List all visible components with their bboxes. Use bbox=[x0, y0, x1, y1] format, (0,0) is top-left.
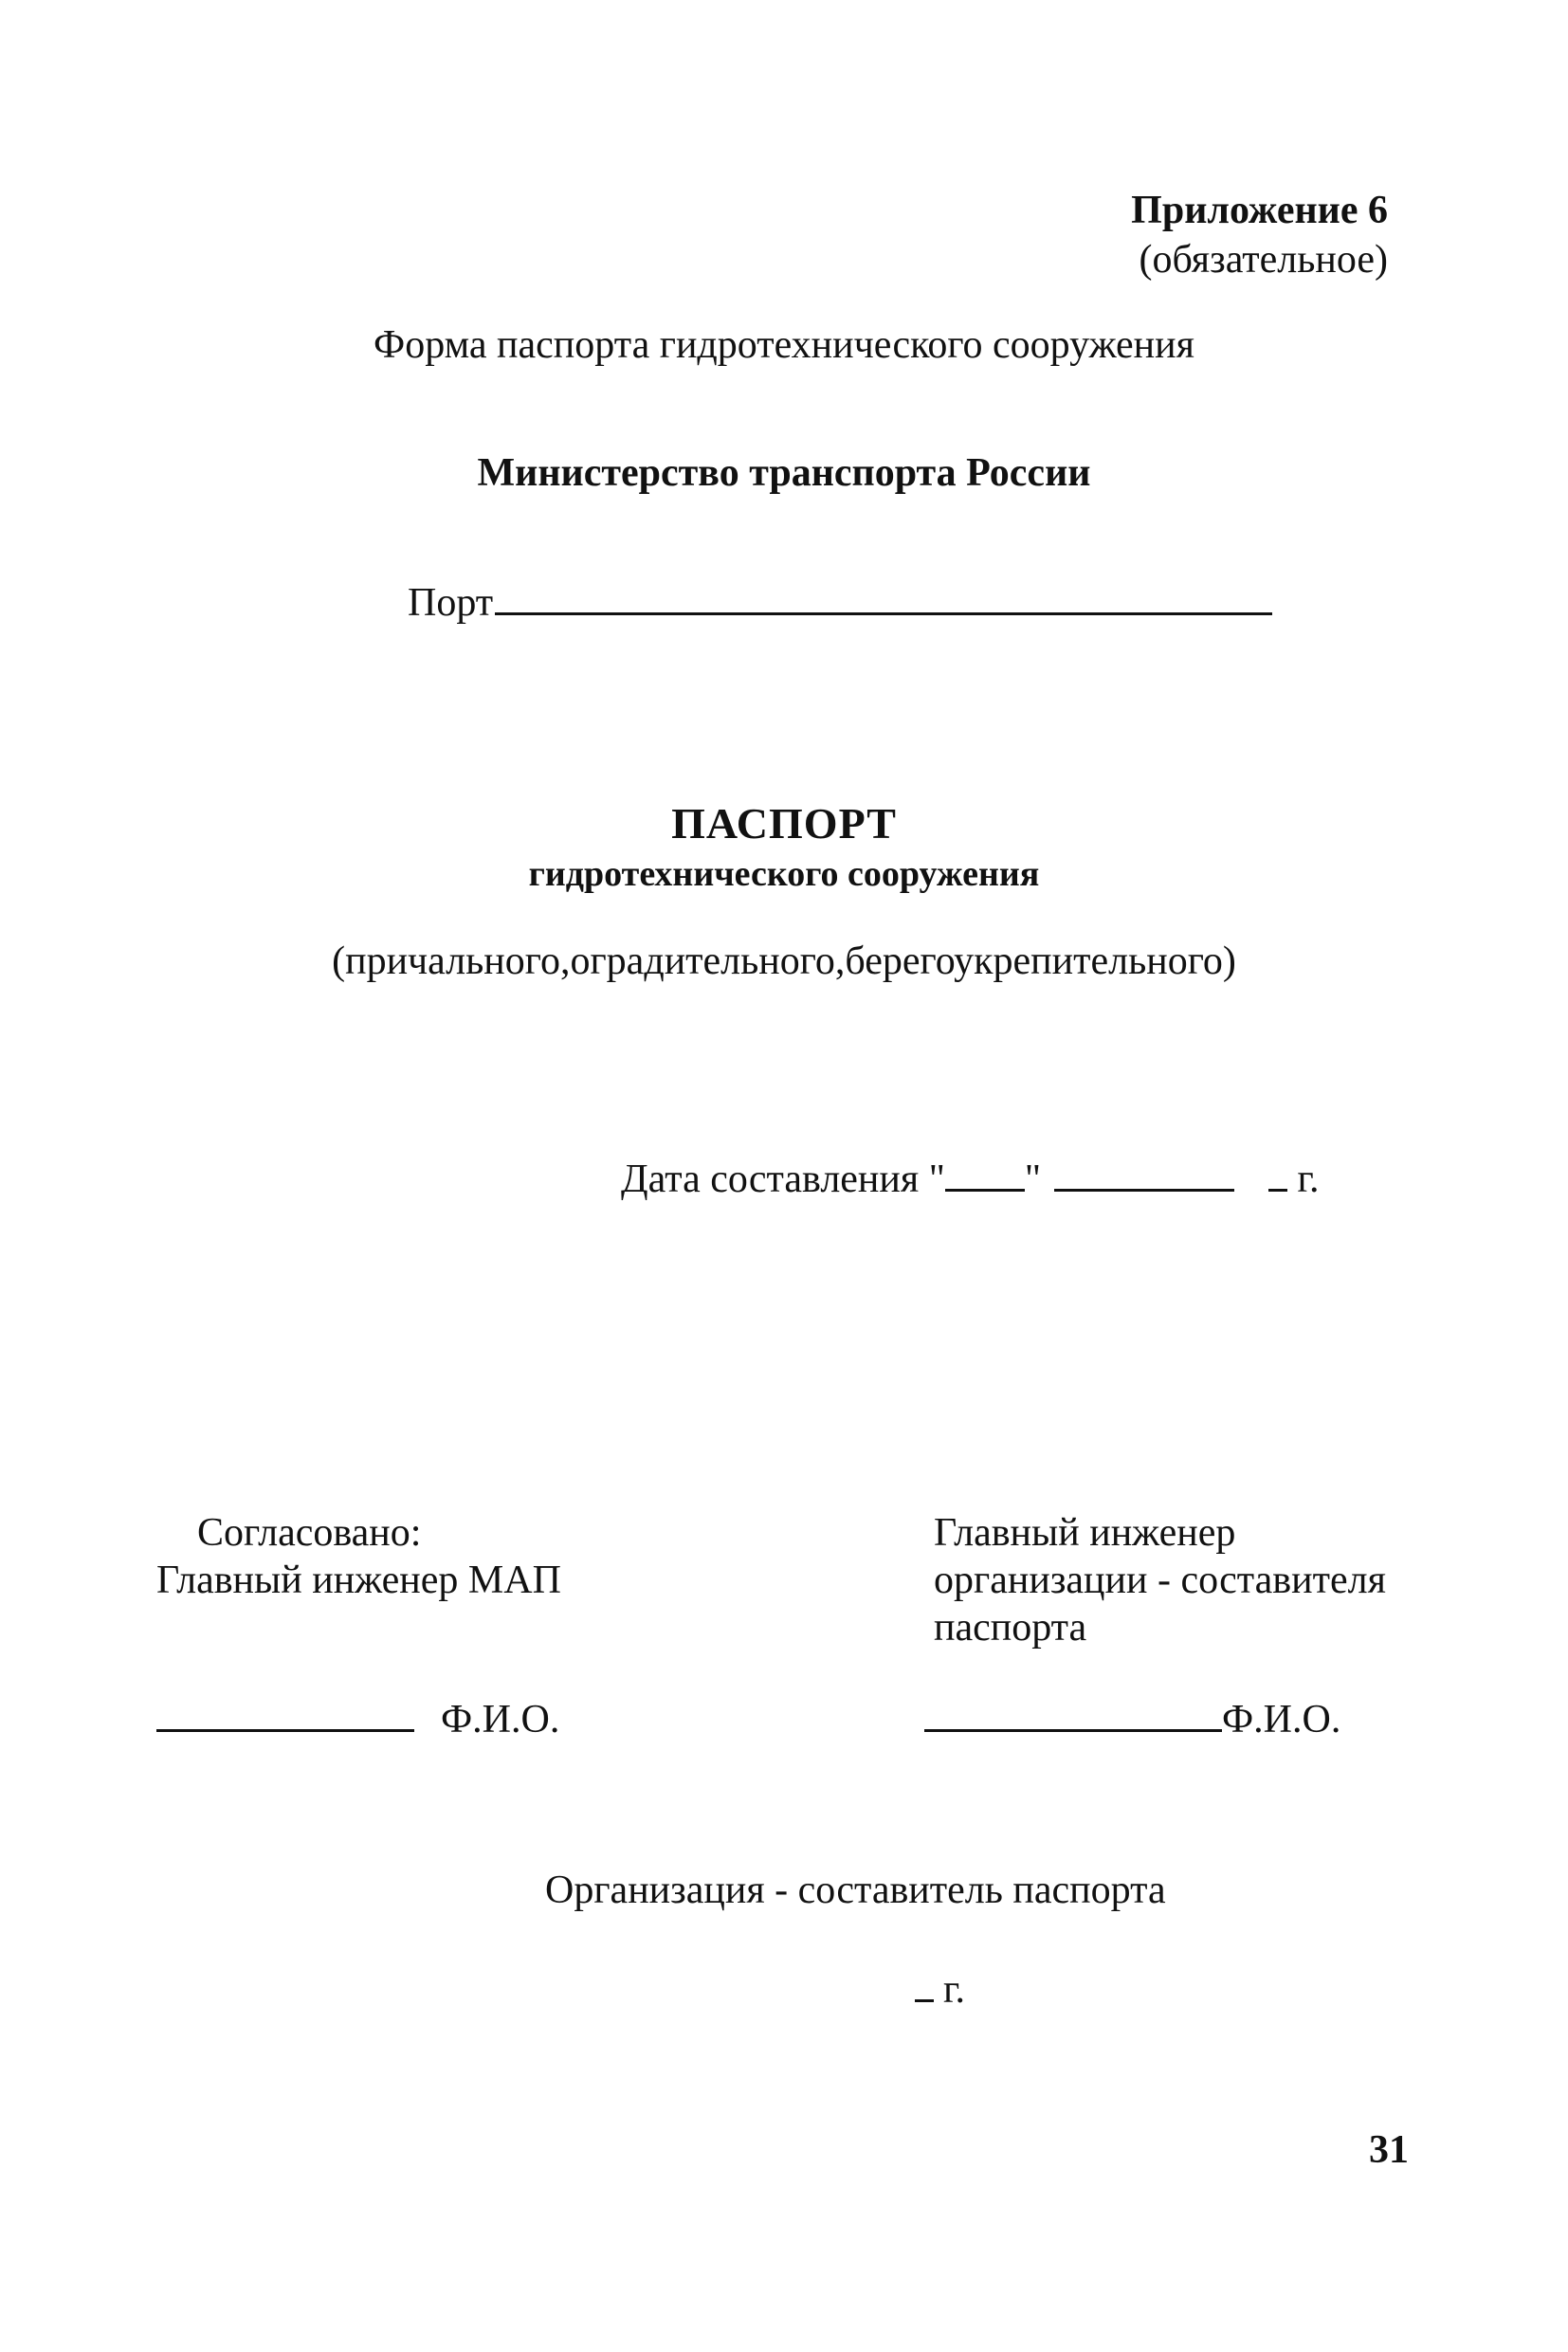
date-label: Дата составления bbox=[621, 1158, 920, 1201]
appendix-note: (обязательное) bbox=[1139, 238, 1388, 282]
ministry-name: Министерство транспорта России bbox=[477, 451, 1091, 495]
port-label: Порт bbox=[408, 581, 494, 625]
structure-types: (причального,оградительного,берегоукрепительного) bbox=[332, 939, 1236, 983]
signature-right-fio: Ф.И.О. bbox=[1222, 1698, 1341, 1741]
passport-subtitle: гидротехнического сооружения bbox=[528, 854, 1040, 894]
chief-engineer-line-1: Главный инженер bbox=[934, 1511, 1236, 1555]
organization-year-blank bbox=[915, 1999, 934, 2002]
agreed-position: Главный инженер МАП bbox=[156, 1559, 561, 1602]
appendix-label: Приложение 6 bbox=[1131, 189, 1388, 232]
port-field bbox=[408, 580, 1272, 626]
passport-title: ПАСПОРТ bbox=[671, 799, 897, 848]
agreed-label: Согласовано: bbox=[197, 1511, 422, 1555]
chief-engineer-line-2: организации - составителя bbox=[934, 1559, 1386, 1602]
organization-label: Организация - составитель паспорта bbox=[545, 1869, 1166, 1912]
organization-year-suffix: г. bbox=[943, 1968, 965, 2012]
form-title: Форма паспорта гидротехнического сооружения bbox=[374, 323, 1194, 367]
signature-left-blank bbox=[156, 1729, 414, 1732]
signature-right-blank bbox=[924, 1729, 1222, 1732]
page-number: 31 bbox=[1369, 2128, 1409, 2172]
date-quote-open: " bbox=[928, 1158, 945, 1201]
date-day-blank bbox=[945, 1189, 1025, 1192]
date-field bbox=[621, 1157, 1320, 1202]
organization-year bbox=[915, 1967, 965, 2013]
signature-left-fio: Ф.И.О. bbox=[441, 1698, 560, 1741]
signature-right bbox=[924, 1697, 1340, 1742]
chief-engineer-line-3: паспорта bbox=[934, 1606, 1087, 1650]
date-quote-close: " bbox=[1024, 1158, 1042, 1201]
port-blank-line bbox=[495, 611, 1272, 615]
date-year-blank bbox=[1268, 1189, 1287, 1192]
date-month-blank bbox=[1054, 1189, 1234, 1192]
signature-left bbox=[156, 1697, 559, 1742]
date-year-suffix: г. bbox=[1297, 1158, 1320, 1201]
